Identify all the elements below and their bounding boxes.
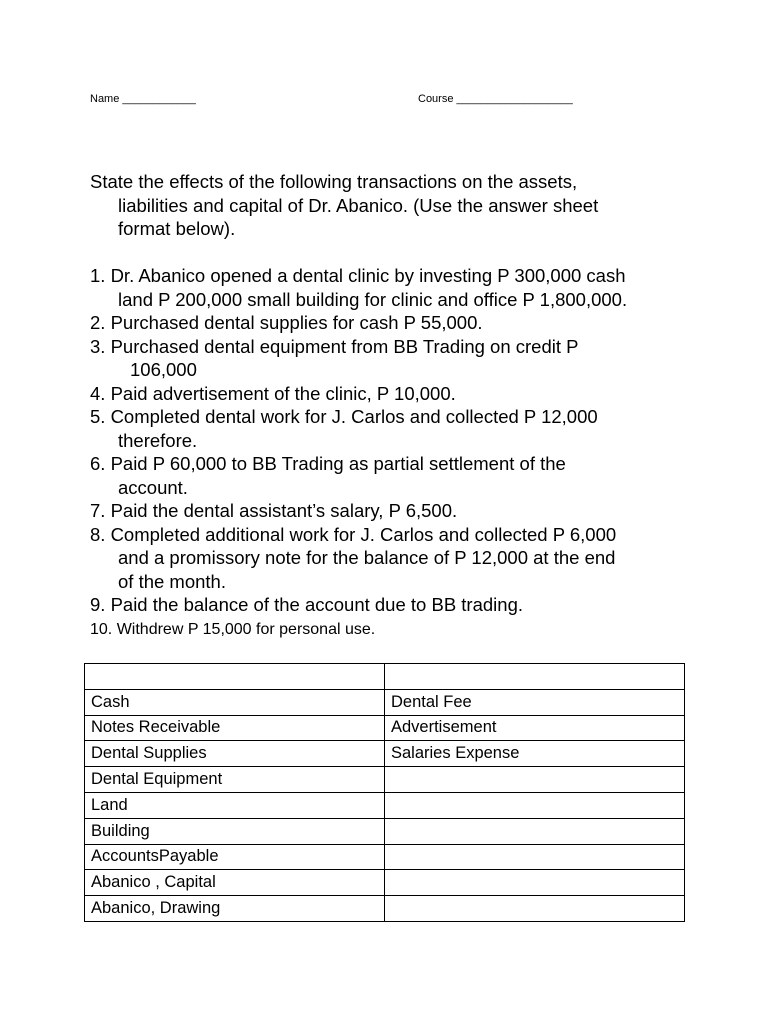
transaction-text: 9. Paid the balance of the account due to BB trading. bbox=[90, 594, 523, 615]
transaction-text: 7. Paid the dental assistant’s salary, P 6,500. bbox=[90, 500, 458, 521]
answer-sheet-table bbox=[84, 663, 685, 922]
table-cell-right bbox=[385, 664, 685, 690]
transaction-text: and a promissory note for the balance of P 12,000 at the end bbox=[118, 547, 616, 568]
transaction-text: 5. Completed dental work for J. Carlos and collected P 12,000 bbox=[90, 406, 598, 427]
transaction-text: account. bbox=[118, 476, 188, 498]
course-field: Course ___________________ bbox=[418, 93, 573, 105]
transaction-item bbox=[90, 452, 690, 499]
name-field: Name ____________ bbox=[90, 93, 196, 105]
table-row bbox=[85, 844, 685, 870]
transaction-text: 2. Purchased dental supplies for cash P 55,000. bbox=[90, 312, 483, 333]
table-cell-left: Abanico , Capital bbox=[85, 870, 385, 896]
transaction-text: land P 200,000 small building for clinic and office P 1,800,000. bbox=[118, 288, 628, 310]
transaction-text: 3. Purchased dental equipment from BB Trading on credit P bbox=[90, 335, 579, 357]
transaction-text: 8. Completed additional work for J. Carlos and collected P 6,000 bbox=[90, 523, 617, 545]
table-row bbox=[85, 870, 685, 896]
table-cell-right bbox=[385, 792, 685, 818]
table-cell-left: Abanico, Drawing bbox=[85, 896, 385, 922]
transaction-item bbox=[90, 619, 690, 641]
table-cell-right bbox=[385, 870, 685, 896]
instructions-paragraph bbox=[90, 170, 690, 241]
table-cell-left: Land bbox=[85, 792, 385, 818]
table-row bbox=[85, 792, 685, 818]
table-cell-right: Salaries Expense bbox=[385, 741, 685, 767]
table-cell-right bbox=[385, 767, 685, 793]
instructions-line: State the effects of the following transactions on the assets, bbox=[90, 171, 578, 192]
transaction-item bbox=[90, 335, 690, 382]
table-cell-left bbox=[85, 664, 385, 690]
transaction-item bbox=[90, 405, 690, 452]
table-cell-right bbox=[385, 818, 685, 844]
transaction-item bbox=[90, 311, 690, 335]
table-cell-left: Dental Equipment bbox=[85, 767, 385, 793]
table-cell-right: Advertisement bbox=[385, 715, 685, 741]
transaction-item bbox=[90, 264, 690, 311]
table-row bbox=[85, 715, 685, 741]
table-cell-right bbox=[385, 896, 685, 922]
table-cell-left: Notes Receivable bbox=[85, 715, 385, 741]
table-row bbox=[85, 689, 685, 715]
table-row bbox=[85, 767, 685, 793]
transaction-list bbox=[90, 264, 690, 641]
table-cell-right: Dental Fee bbox=[385, 689, 685, 715]
instructions-line: format below). bbox=[118, 218, 236, 239]
table-row bbox=[85, 664, 685, 690]
transaction-text: 10. Withdrew P 15,000 for personal use. bbox=[90, 620, 376, 638]
table-cell-left: Dental Supplies bbox=[85, 741, 385, 767]
transaction-text: therefore. bbox=[118, 429, 198, 451]
transaction-text: 6. Paid P 60,000 to BB Trading as partial settlement of the bbox=[90, 453, 566, 474]
table-cell-right bbox=[385, 844, 685, 870]
table-cell-left: Cash bbox=[85, 689, 385, 715]
instructions-line: liabilities and capital of Dr. Abanico. (Use the answer sheet bbox=[118, 194, 599, 216]
table-cell-left: Building bbox=[85, 818, 385, 844]
transaction-item bbox=[90, 593, 690, 617]
transaction-text: 1. Dr. Abanico opened a dental clinic by investing P 300,000 cash bbox=[90, 265, 626, 286]
transaction-item bbox=[90, 523, 690, 594]
table-cell-left: AccountsPayable bbox=[85, 844, 385, 870]
transaction-text: 106,000 bbox=[130, 359, 197, 380]
transaction-text: 4. Paid advertisement of the clinic, P 10,000. bbox=[90, 382, 456, 404]
table-row bbox=[85, 818, 685, 844]
table-row bbox=[85, 896, 685, 922]
table-row bbox=[85, 741, 685, 767]
transaction-item bbox=[90, 382, 690, 406]
transaction-text: of the month. bbox=[118, 570, 226, 592]
transaction-item bbox=[90, 499, 690, 523]
